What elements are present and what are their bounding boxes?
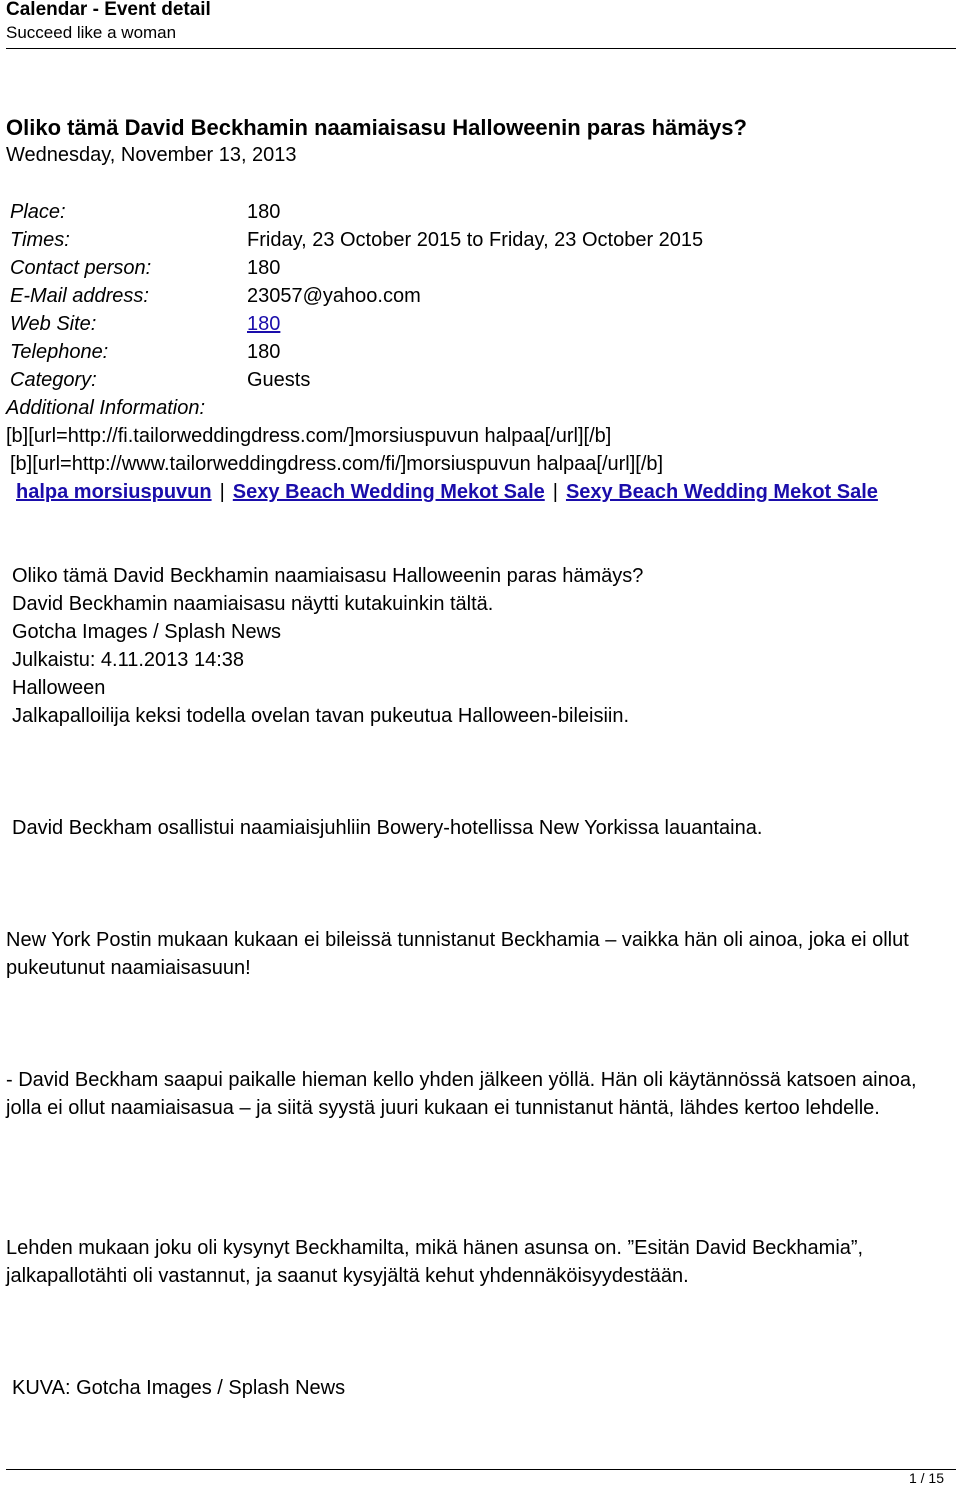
email-label: E-Mail address: xyxy=(10,285,149,307)
page-number: 1 / 15 xyxy=(908,1470,944,1486)
event-date: Wednesday, November 13, 2013 xyxy=(6,144,297,166)
website-link[interactable]: 180 xyxy=(247,313,281,335)
link-list xyxy=(6,478,951,506)
link-halpa-morsiuspuvun[interactable]: halpa morsiuspuvun xyxy=(16,481,212,503)
link-sexy-beach-1[interactable]: Sexy Beach Wedding Mekot Sale xyxy=(232,481,545,503)
telephone-value: 180 xyxy=(247,341,281,363)
contact-label: Contact person: xyxy=(10,257,152,279)
app-title: Calendar - Event detail xyxy=(6,0,211,20)
category-value: Guests xyxy=(247,369,311,391)
times-label: Times: xyxy=(10,229,70,251)
link-separator: | xyxy=(552,481,558,503)
place-label: Place: xyxy=(10,201,66,223)
article-paragraph: New York Postin mukaan kukaan ei bileissä tunnistanut Beckhamia – vaikka hän oli ainoa, joka ei ollut pukeutunut naamiaisasuun! xyxy=(6,929,909,979)
place-value: 180 xyxy=(247,201,281,223)
footer-divider xyxy=(6,1469,956,1470)
article-intro: Jalkapalloilija keksi todella ovelan tavan pukeutua Halloween-bileisiin. xyxy=(12,705,630,727)
article-published: Julkaistu: 4.11.2013 14:38 xyxy=(12,649,245,671)
header-divider xyxy=(6,48,956,49)
article-credit: Gotcha Images / Splash News xyxy=(12,621,282,643)
article-paragraph: David Beckham osallistui naamiaisjuhliin Bowery-hotellissa New Yorkissa lauantaina. xyxy=(12,817,763,839)
photo-credit: KUVA: Gotcha Images / Splash News xyxy=(12,1377,346,1399)
contact-value: 180 xyxy=(247,257,281,279)
telephone-label: Telephone: xyxy=(10,341,109,363)
link-sexy-beach-2[interactable]: Sexy Beach Wedding Mekot Sale xyxy=(565,481,878,503)
article-tag: Halloween xyxy=(12,677,106,699)
category-label: Category: xyxy=(10,369,97,391)
additional-line-1: [b][url=http://fi.tailorweddingdress.com/]morsiuspuvun halpaa[/url][/b] xyxy=(6,425,612,447)
article-caption: David Beckhamin naamiaisasu näytti kutakuinkin tältä. xyxy=(12,593,494,615)
article-paragraph: Lehden mukaan joku oli kysynyt Beckhamilta, mikä hänen asunsa on. ”Esitän David Beckhamia”, jalkapallotähti oli vastannut, ja saanut kysyjältä kehut yhdennäköisyydestään. xyxy=(6,1237,864,1287)
document-header xyxy=(6,0,211,43)
event-title: Oliko tämä David Beckhamin naamiaisasu Halloweenin paras hämäys? xyxy=(6,115,747,140)
article-lead: Oliko tämä David Beckhamin naamiaisasu Halloweenin paras hämäys? xyxy=(12,565,644,587)
link-separator: | xyxy=(219,481,225,503)
email-value: 23057@yahoo.com xyxy=(247,285,421,307)
times-value: Friday, 23 October 2015 to Friday, 23 October 2015 xyxy=(247,229,704,251)
additional-line-2: [b][url=http://www.tailorweddingdress.com/fi/]morsiuspuvun halpaa[/url][/b] xyxy=(10,453,664,475)
additional-info-label: Additional Information: xyxy=(6,397,206,419)
site-subtitle: Succeed like a woman xyxy=(6,23,177,42)
website-label: Web Site: xyxy=(10,313,97,335)
article-paragraph: - David Beckham saapui paikalle hieman kello yhden jälkeen yöllä. Hän oli käytännössä katsoen ainoa, jolla ei ollut naamiaisasua – ja siitä syystä juuri kukaan ei tunnistanut häntä, lähdes kertoo lehdelle. xyxy=(6,1069,917,1119)
